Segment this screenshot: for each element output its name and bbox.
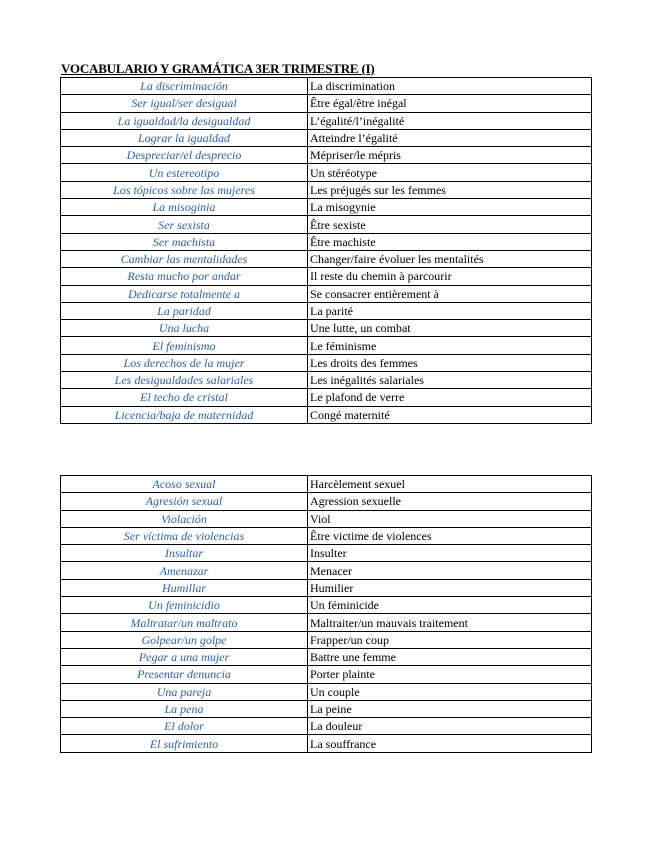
spanish-term: Una lucha — [61, 320, 308, 337]
vocab-row — [61, 354, 592, 371]
spanish-term: Presentar denuncia — [61, 666, 308, 683]
spanish-term: Resta mucho por andar — [61, 268, 308, 285]
spanish-term: El dolor — [61, 718, 308, 735]
vocab-row — [61, 666, 592, 683]
vocabulary-table-2 — [60, 475, 592, 753]
french-translation: Battre une femme — [308, 648, 592, 665]
french-translation: Il reste du chemin à parcourir — [308, 268, 592, 285]
french-translation: Harcèlement sexuel — [308, 476, 592, 493]
vocab-row — [61, 545, 592, 562]
vocab-row — [61, 78, 592, 95]
vocab-row — [61, 164, 592, 181]
document-title: VOCABULARIO Y GRAMÁTICA 3ER TRIMESTRE (I) — [61, 61, 375, 76]
french-translation: Être machiste — [308, 233, 592, 250]
vocab-row — [61, 268, 592, 285]
french-translation: Maltraiter/un mauvais traitement — [308, 614, 592, 631]
vocab-row — [61, 493, 592, 510]
french-translation: La souffrance — [308, 735, 592, 752]
spanish-term: La misoginia — [61, 199, 308, 216]
french-translation: La parité — [308, 302, 592, 319]
french-translation: Porter plainte — [308, 666, 592, 683]
french-translation: La discrimination — [308, 78, 592, 95]
french-translation: Un féminicide — [308, 597, 592, 614]
french-translation: Frapper/un coup — [308, 631, 592, 648]
vocab-row — [61, 285, 592, 302]
spanish-term: Ser víctima de violencias — [61, 527, 308, 544]
spanish-term: Ser sexista — [61, 216, 308, 233]
spanish-term: Ser igual/ser desigual — [61, 95, 308, 112]
spanish-term: Les desigualdades salariales — [61, 372, 308, 389]
vocab-row — [61, 112, 592, 129]
vocab-row — [61, 372, 592, 389]
french-translation: Le plafond de verre — [308, 389, 592, 406]
spanish-term: Una pareja — [61, 683, 308, 700]
french-translation: La douleur — [308, 718, 592, 735]
spanish-term: La paridad — [61, 302, 308, 319]
spanish-term: Lograr la igualdad — [61, 129, 308, 146]
vocab-row — [61, 510, 592, 527]
french-translation: Être victime de violences — [308, 527, 592, 544]
vocab-row — [61, 648, 592, 665]
spanish-term: La pena — [61, 700, 308, 717]
spanish-term: Amenazar — [61, 562, 308, 579]
vocab-row — [61, 216, 592, 233]
vocab-row — [61, 476, 592, 493]
vocab-row — [61, 181, 592, 198]
french-translation: Viol — [308, 510, 592, 527]
french-translation: Les droits des femmes — [308, 354, 592, 371]
vocab-row — [61, 562, 592, 579]
french-translation: Un couple — [308, 683, 592, 700]
vocab-row — [61, 718, 592, 735]
vocab-row — [61, 406, 592, 423]
french-translation: Insulter — [308, 545, 592, 562]
spanish-term: Pegar a una mujer — [61, 648, 308, 665]
french-translation: La peine — [308, 700, 592, 717]
vocabulary-table-1 — [60, 77, 592, 424]
french-translation: L’égalité/l’inégalité — [308, 112, 592, 129]
vocab-row — [61, 631, 592, 648]
vocab-row — [61, 527, 592, 544]
spanish-term: Licencia/baja de maternidad — [61, 406, 308, 423]
spanish-term: Golpear/un golpe — [61, 631, 308, 648]
spanish-term: Despreciar/el desprecio — [61, 147, 308, 164]
spanish-term: El techo de cristal — [61, 389, 308, 406]
vocab-row — [61, 579, 592, 596]
french-translation: Se consacrer entièrement à — [308, 285, 592, 302]
spanish-term: Agresión sexual — [61, 493, 308, 510]
spanish-term: Maltratar/un maltrato — [61, 614, 308, 631]
french-translation: Être sexiste — [308, 216, 592, 233]
vocab-row — [61, 199, 592, 216]
spanish-term: Los tópicos sobre las mujeres — [61, 181, 308, 198]
vocab-row — [61, 597, 592, 614]
vocab-row — [61, 95, 592, 112]
french-translation: Agression sexuelle — [308, 493, 592, 510]
spanish-term: Dedicarse totalmente a — [61, 285, 308, 302]
vocab-row — [61, 233, 592, 250]
spanish-term: Humillar — [61, 579, 308, 596]
vocab-row — [61, 389, 592, 406]
french-translation: Un stéréotype — [308, 164, 592, 181]
spanish-term: Acoso sexual — [61, 476, 308, 493]
vocab-row — [61, 147, 592, 164]
spanish-term: La discriminación — [61, 78, 308, 95]
spanish-term: Un estereotipo — [61, 164, 308, 181]
spanish-term: Insultar — [61, 545, 308, 562]
spanish-term: Un feminicidio — [61, 597, 308, 614]
french-translation: Menacer — [308, 562, 592, 579]
spanish-term: Cambiar las mentalidades — [61, 250, 308, 267]
french-translation: Être égal/être inégal — [308, 95, 592, 112]
french-translation: Congé maternité — [308, 406, 592, 423]
vocab-row — [61, 735, 592, 752]
spanish-term: El feminismo — [61, 337, 308, 354]
french-translation: Humilier — [308, 579, 592, 596]
french-translation: Le féminisme — [308, 337, 592, 354]
vocab-row — [61, 320, 592, 337]
french-translation: Une lutte, un combat — [308, 320, 592, 337]
vocab-row — [61, 683, 592, 700]
vocab-row — [61, 700, 592, 717]
spanish-term: Violación — [61, 510, 308, 527]
vocab-row — [61, 250, 592, 267]
french-translation: Mépriser/le mépris — [308, 147, 592, 164]
spanish-term: El sufrimiento — [61, 735, 308, 752]
vocab-row — [61, 614, 592, 631]
vocab-row — [61, 129, 592, 146]
french-translation: Changer/faire évoluer les mentalités — [308, 250, 592, 267]
spanish-term: Ser machista — [61, 233, 308, 250]
french-translation: Atteindre l’égalité — [308, 129, 592, 146]
french-translation: Les inégalités salariales — [308, 372, 592, 389]
vocab-row — [61, 302, 592, 319]
vocab-row — [61, 337, 592, 354]
french-translation: Les préjugés sur les femmes — [308, 181, 592, 198]
french-translation: La misogynie — [308, 199, 592, 216]
spanish-term: Los derechos de la mujer — [61, 354, 308, 371]
spanish-term: La igualdad/la desigualdad — [61, 112, 308, 129]
